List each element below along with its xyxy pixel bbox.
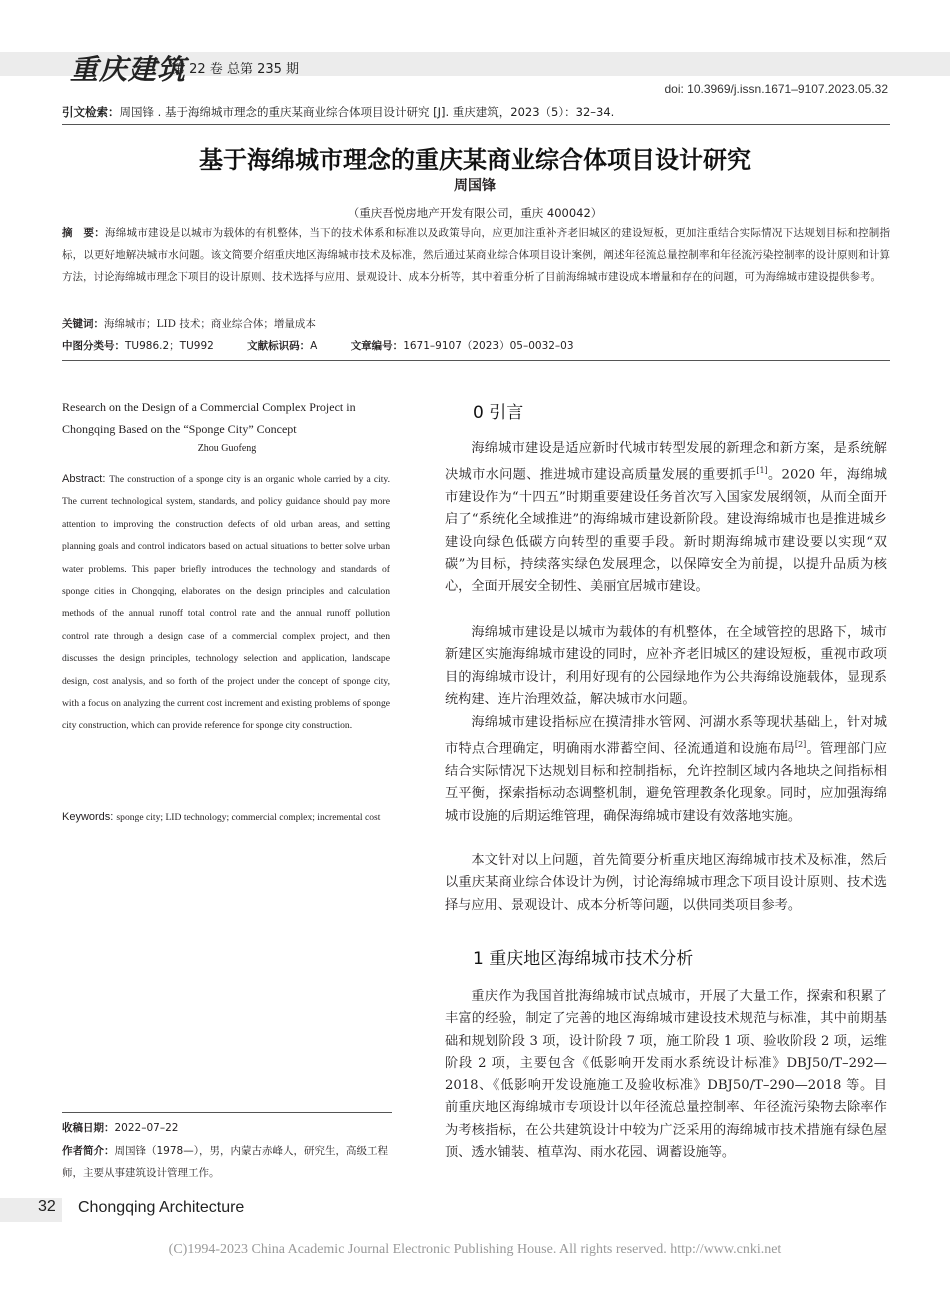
reference-2[interactable]: [2] <box>794 740 807 750</box>
header-divider <box>62 124 890 125</box>
english-keywords-label: Keywords: <box>62 811 117 823</box>
article-number-label: 文章编号： <box>350 340 404 352</box>
section-1-heading: 1 重庆地区海绵城市技术分析 <box>473 949 694 969</box>
citation <box>62 104 614 120</box>
clc-label: 中图分类号： <box>62 340 125 352</box>
abstract-zh-text: 海绵城市建设是以城市为载体的有机整体，当下的技术体系和标准以及政策导向，应更加注重补齐老旧城区的建设短板，更加注重结合实际情况下达规划目标和控制指标，以更好地解决城市水问题。该文简要介绍重庆地区海绵城市技术及标准，然后通过某商业综合体项目设计案例，阐述年径流总量控制率和年径流污染控制率的设计原则和计算方法，讨论海绵城市理念下项目的设计原则、技术选择与应用、景观设计、成本分析等，其中着重分析了目前海绵城市建设成本增量和存在的问题，可为海绵城市建设提供参考。 <box>62 227 891 283</box>
english-abstract-label: Abstract: <box>62 473 110 485</box>
paragraph-4: 本文针对以上问题，首先简要分析重庆地区海绵城市技术及标准，然后以重庆某商业综合体设计为例，讨论海绵城市理念下项目设计原则、技术选择与应用、景观设计、成本分析等问题，以供同类项目参考。 <box>445 853 887 913</box>
doc-code <box>247 338 317 353</box>
classification-row <box>62 338 604 353</box>
english-abstract-text: The construction of a sponge city is an organic whole carried by a city. The current technological system, standards, and policy guidance should pay more attention to improving the construction defects of old urban areas, and setting planning goals and control indicators based on actual situations to better solve urban water problems. This paper briefly introduces the technology and standards of sponge cities in Chongqing, elaborates on the design principles and calculation methods of the annual runoff total control rate and the annual runoff pollution control rate through a design case of a commercial complex project, and then discusses the design principles, technology selection and application, landscape design, cost analysis, and so forth of the project under the concept of sponge city, with a focus on analyzing the current cost increment and existing problems of sponge city construction, which can provide reference for sponge city construction. <box>62 474 390 732</box>
citation-label: 引文检索： <box>62 105 120 119</box>
received-date <box>62 1120 178 1135</box>
keywords-zh-label: 关键词： <box>62 318 104 330</box>
article-number <box>351 338 574 353</box>
received-label: 收稿日期： <box>62 1122 115 1134</box>
paragraph-1 <box>445 438 887 598</box>
keywords-zh <box>62 316 316 331</box>
paragraph-3 <box>445 712 887 828</box>
author-affiliation: （重庆吾悦房地产开发有限公司，重庆 400042） <box>347 206 603 220</box>
paragraph-3-b: 。管理部门应结合实际情况下达规划目标和控制指标，允许控制区域内各地块之间指标相互平衡，探索指标动态调整机制，避免管理教条化现象。同时，应加强海绵城市设施的后期运维管理，确保海绵城市建设有效落地实施。 <box>445 741 887 824</box>
paragraph-3-a: 海绵城市建设指标应在摸清排水管网、河湖水系等现状基础上，针对城市特点合理确定，明确雨水滞蓄空间、径流通道和设施布局 <box>445 715 887 757</box>
paragraph-5: 重庆作为我国首批海绵城市试点城市，开展了大量工作，探索和积累了丰富的经验，制定了完善的地区海绵城市建设技术规范与标准，其中前期基础和规划阶段 3 项，设计阶段 7 项，施工阶段 1 项、验收阶段 2 项，运维阶段 2 项，主要包含《低影响开发雨水系统设计标准》DBJ50/T–292—2018、《低影响开发设施施工及验收标准》DBJ50/T–290—2018 等。目前重庆地区海绵城市专项设计以年径流总量控制率、年径流污染物去除率作为考核指标，在公共建筑设计中较为广泛采用的海绵城市技术措施有绿色屋顶、透水铺装、植草沟、雨水花园、调蓄设施等。 <box>445 989 887 1161</box>
copyright-watermark: (C)1994-2023 China Academic Journal Electronic Publishing House. All rights reserved. http://www.cnki.net <box>168 1242 782 1257</box>
article-author: 周国锋 <box>454 178 496 194</box>
author-bio-label: 作者简介： <box>62 1145 115 1157</box>
section-0-heading: 0 引言 <box>473 403 524 423</box>
abstract-zh-label: 摘 要： <box>62 227 106 239</box>
article-number-value: 1671–9107（2023）05–0032–03 <box>403 340 574 352</box>
journal-name-en: Chongqing Architecture <box>78 1199 245 1216</box>
english-keywords-text: sponge city; LID technology; commercial complex; incremental cost <box>116 812 381 823</box>
clc-value: TU986.2；TU992 <box>125 340 214 352</box>
footnote-divider <box>62 1112 392 1113</box>
paragraph-1-a: 海绵城市建设是适应新时代城市转型发展的新理念和新方案，是系统解决城市水问题、推进城市建设高质量发展的重要抓手 <box>445 441 887 483</box>
received-value: 2022–07–22 <box>114 1122 179 1134</box>
author-bio-text: 周国锋（1978—），男，内蒙古赤峰人，研究生，高级工程师，主要从事建筑设计管理工作。 <box>62 1145 388 1179</box>
doi[interactable]: doi: 10.3969/j.issn.1671–9107.2023.05.32 <box>664 82 888 96</box>
keywords-zh-text: 海绵城市；LID 技术；商业综合体；增量成本 <box>104 318 316 330</box>
clc <box>62 338 214 353</box>
doc-code-label: 文献标识码： <box>247 340 311 352</box>
reference-1[interactable]: [1] <box>756 466 768 476</box>
paragraph-2: 海绵城市建设是以城市为载体的有机整体，在全域管控的思路下，城市新建区实施海绵城市建设的同时，应补齐老旧城区的建设短板，重视市政项目的海绵城市设计，利用好现有的公园绿地作为公共海绵设施载体，显现系统构建、连片治理效益，解决城市水问题。 <box>445 625 887 707</box>
page-number: 32 <box>38 1198 56 1215</box>
journal-logo: 重庆建筑 <box>70 53 187 86</box>
author-bio <box>62 1140 392 1184</box>
english-title: Research on the Design of a Commercial Complex Project in Chongqing Based on the “Sponge City” Concept <box>62 400 356 436</box>
doc-code-value: A <box>310 340 318 352</box>
english-author: Zhou Guofeng <box>197 443 257 454</box>
citation-text: 周国锋 . 基于海绵城市理念的重庆某商业综合体项目设计研究 [J]. 重庆建筑，2023（5）：32–34. <box>119 105 615 119</box>
english-keywords <box>62 806 390 829</box>
article-title: 基于海绵城市理念的重庆某商业综合体项目设计研究 <box>199 146 751 174</box>
abstract-zh <box>62 222 890 288</box>
paragraph-1-b: 。2020 年，海绵城市建设作为“十四五”时期重要建设任务首次写入国家发展纲领，从而全面开启了“系统化全域推进”的海绵城市建设新阶段。建设海绵城市也是推进城乡建设向绿色低碳方向转型的重要手段。新时期海绵城市建设要以实现“双碳”为目标，持续落实绿色发展理念，以保障安全为前提，以提升品质为核心，全面开展安全韧性、美丽宜居城市建设。 <box>445 467 887 595</box>
volume-issue: 第 22 卷 总第 235 期 <box>172 62 300 77</box>
abstract-divider <box>62 360 890 361</box>
english-abstract <box>62 468 390 738</box>
